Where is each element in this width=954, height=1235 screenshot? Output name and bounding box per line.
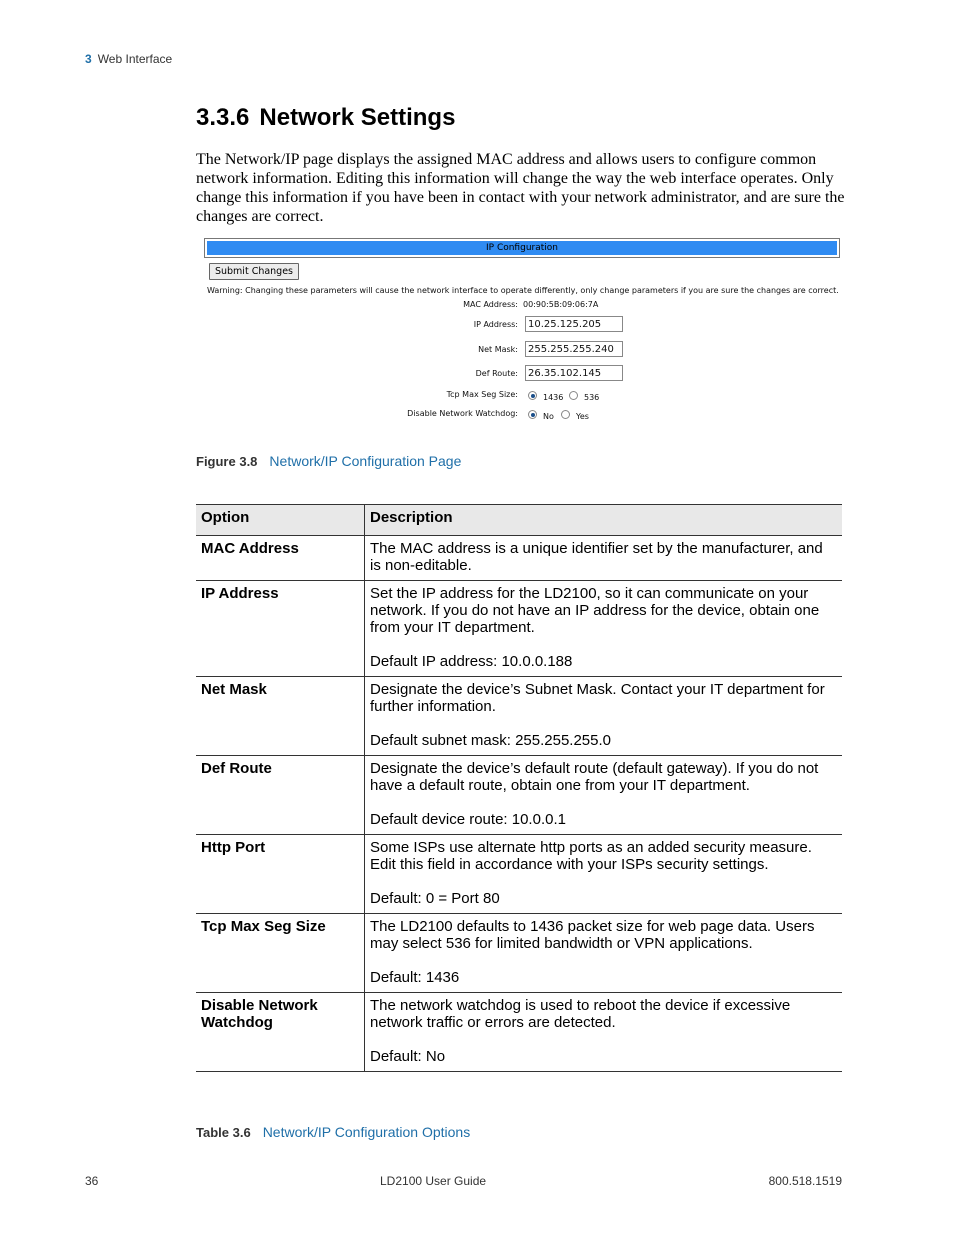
default-text: Default: 0 = Port 80	[370, 890, 500, 907]
description-text: Designate the device’s Subnet Mask. Contact your IT department for further information.	[370, 681, 825, 715]
description-text: The network watchdog is used to reboot the device if excessive network traffic or errors are detected.	[370, 997, 791, 1031]
description-cell	[365, 835, 843, 914]
option-cell: Def Route	[196, 756, 365, 835]
watchdog-no-label: No	[543, 412, 554, 421]
ip-config-screenshot	[204, 238, 840, 428]
table-caption	[196, 1124, 470, 1140]
seg-536-label: 536	[584, 393, 600, 402]
description-cell	[365, 993, 843, 1072]
options-table	[196, 504, 842, 1072]
option-cell: Http Port	[196, 835, 365, 914]
warning-text: Warning: Changing these parameters will cause the network interface to operate differently, only change parameters if you are sure the changes are correct.	[207, 286, 839, 295]
watchdog-yes-radio[interactable]	[561, 410, 570, 419]
submit-changes-button[interactable]: Submit Changes	[209, 263, 299, 280]
table-row	[196, 914, 842, 993]
table-row	[196, 581, 842, 677]
description-text: Some ISPs use alternate http ports as an added security measure. Edit this field in accordance with your ISPs security settings.	[370, 839, 812, 873]
default-text: Default: No	[370, 1048, 446, 1065]
seg-536-radio[interactable]	[569, 391, 578, 400]
option-cell: MAC Address	[196, 536, 365, 581]
chapter-number: 3	[85, 52, 92, 66]
watchdog-no-radio[interactable]	[528, 410, 537, 419]
intro-paragraph: The Network/IP page displays the assigned MAC address and allows users to configure common network information. Editing this information will change the way the web interface operates. Only change this information if you have been in contact with your network administrator, and are sure the changes are correct.	[196, 151, 845, 225]
section-number: 3.3.6	[196, 104, 250, 131]
column-header-option: Option	[196, 505, 365, 536]
def-route-input[interactable]: 26.35.102.145	[525, 365, 623, 381]
running-head	[85, 52, 172, 66]
table-row	[196, 993, 842, 1072]
option-cell: Disable Network Watchdog	[196, 993, 365, 1072]
footer-page-number: 36	[85, 1174, 99, 1188]
default-text: Default subnet mask: 255.255.255.0	[370, 732, 611, 749]
column-header-description: Description	[365, 505, 843, 536]
table-row	[196, 835, 842, 914]
table-row	[196, 536, 842, 581]
description-text: Set the IP address for the LD2100, so it can communicate on your network. If you do not have an IP address for the device, obtain one from your IT department.	[370, 585, 820, 636]
net-mask-label: Net Mask:	[478, 345, 518, 354]
table-caption-text: Network/IP Configuration Options	[262, 1124, 471, 1140]
option-cell: IP Address	[196, 581, 365, 677]
default-text: Default: 1436	[370, 969, 460, 986]
figure-caption	[196, 453, 461, 469]
description-text: The MAC address is a unique identifier set by the manufacturer, and is non-editable.	[370, 540, 823, 574]
ip-address-label: IP Address:	[473, 320, 518, 329]
net-mask-input[interactable]: 255.255.255.240	[525, 341, 623, 357]
watchdog-label: Disable Network Watchdog:	[407, 409, 518, 418]
description-cell	[365, 914, 843, 993]
def-route-label: Def Route:	[475, 369, 518, 378]
footer-title: LD2100 User Guide	[380, 1174, 487, 1188]
table-row	[196, 677, 842, 756]
figure-caption-label: Figure 3.8	[196, 454, 258, 469]
footer-phone: 800.518.1519	[768, 1174, 842, 1188]
option-cell: Tcp Max Seg Size	[196, 914, 365, 993]
option-cell: Net Mask	[196, 677, 365, 756]
description-cell	[365, 677, 843, 756]
tcp-seg-size-label: Tcp Max Seg Size:	[446, 390, 518, 399]
chapter-title: Web Interface	[97, 52, 173, 66]
ip-address-input[interactable]: 10.25.125.205	[525, 316, 623, 332]
table-caption-label: Table 3.6	[196, 1125, 251, 1140]
ip-config-header: IP Configuration	[207, 241, 837, 255]
mac-address-label: MAC Address:	[463, 300, 518, 309]
ip-config-header-bar	[204, 238, 840, 258]
table-header-row	[196, 505, 842, 536]
description-text: Designate the device’s default route (default gateway). If you do not have a default route, obtain one from your IT department.	[370, 760, 819, 794]
description-cell	[365, 536, 843, 581]
section-heading	[196, 104, 455, 132]
section-title: Network Settings	[259, 104, 456, 131]
default-text: Default IP address: 10.0.0.188	[370, 653, 573, 670]
description-text: The LD2100 defaults to 1436 packet size for web page data. Users may select 536 for limited bandwidth or VPN applications.	[370, 918, 815, 952]
table-row	[196, 756, 842, 835]
mac-address-value: 00:90:5B:09:06:7A	[523, 300, 599, 309]
seg-1436-radio[interactable]	[528, 391, 537, 400]
description-cell	[365, 581, 843, 677]
default-text: Default device route: 10.0.0.1	[370, 811, 566, 828]
seg-1436-label: 1436	[543, 393, 564, 402]
watchdog-yes-label: Yes	[576, 412, 589, 421]
description-cell	[365, 756, 843, 835]
figure-caption-text: Network/IP Configuration Page	[269, 453, 462, 469]
